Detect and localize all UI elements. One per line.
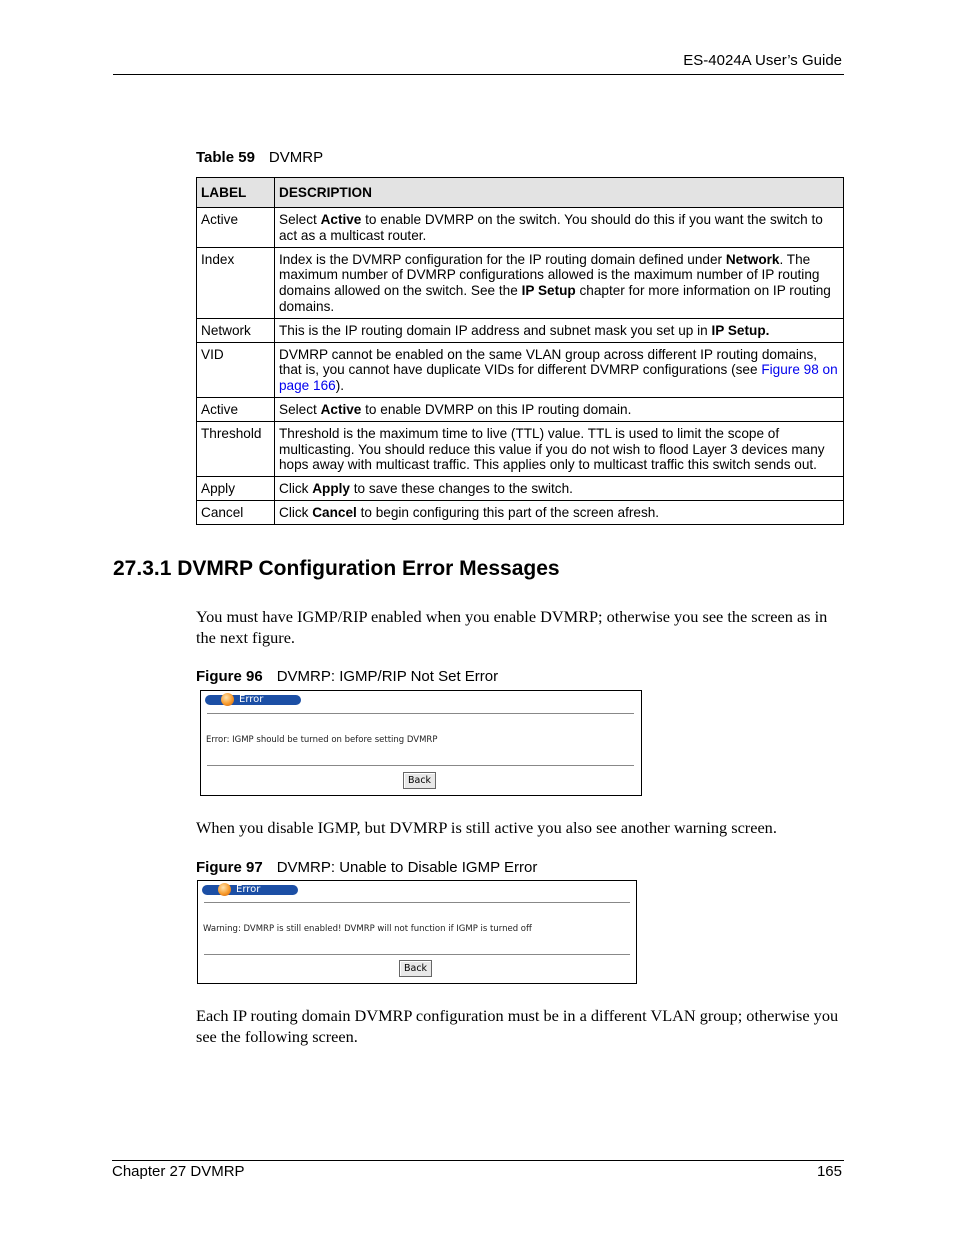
dvmrp-table	[196, 177, 844, 525]
row-label: Active	[197, 397, 275, 421]
row-description	[275, 477, 844, 501]
back-button[interactable]: Back	[403, 772, 436, 789]
description-text: to enable DVMRP on this IP routing domain.	[361, 401, 632, 417]
orange-orb-icon	[221, 693, 234, 706]
warning-paragraph: When you disable IGMP, but DVMRP is still active you also see another warning screen.	[196, 818, 777, 837]
table-row	[197, 247, 844, 318]
description-text: to save these changes to the switch.	[350, 481, 573, 497]
figure-96-number: Figure 96	[196, 668, 263, 685]
table-body	[197, 208, 844, 525]
table-row	[197, 421, 844, 476]
disable-igmp-error-screen	[197, 880, 637, 984]
figure-97-title: DVMRP: Unable to Disable IGMP Error	[276, 859, 538, 876]
row-label: Active	[197, 208, 275, 248]
section-heading: 27.3.1 DVMRP Configuration Error Messages	[113, 557, 560, 580]
igmp-rip-error-screen	[200, 690, 642, 796]
figure-97-number: Figure 97	[196, 859, 263, 876]
bold-term: Apply	[312, 481, 350, 497]
table-row	[197, 342, 844, 397]
column-header-label: LABEL	[197, 178, 275, 208]
error-tab-label: Error	[239, 694, 264, 705]
table-caption-title: DVMRP	[268, 149, 324, 166]
row-description	[275, 342, 844, 397]
table-row	[197, 318, 844, 342]
description-text: This is the IP routing domain IP address and subnet mask you set up in	[279, 322, 712, 338]
row-label: Network	[197, 318, 275, 342]
table-row	[197, 477, 844, 501]
guide-title: ES-4024A User’s Guide	[683, 52, 842, 69]
bold-term: Network	[725, 251, 780, 267]
bold-term: IP Setup.	[711, 322, 770, 338]
description-text: chapter for more information on IP routing domains.	[279, 283, 831, 314]
row-label: Threshold	[197, 421, 275, 476]
divider	[207, 765, 634, 766]
bold-term: IP Setup	[521, 283, 576, 299]
row-label: Index	[197, 247, 275, 318]
back-button[interactable]: Back	[399, 960, 432, 977]
table-header-row	[197, 178, 844, 208]
error-tab	[202, 885, 298, 895]
description-text: . The maximum number of DVMRP configurations allowed is the maximum number of IP routing domains allowed on the switch. See the	[279, 251, 820, 299]
description-text: Select	[279, 401, 321, 417]
figure-96-title: DVMRP: IGMP/RIP Not Set Error	[276, 668, 499, 685]
description-text: Threshold is the maximum time to live (TTL) value. TTL is used to limit the scope of multicasting. You should reduce this value if you do not wish to flood Layer 3 devices many hops away with multicast traffic. This applies only to multicast traffic this switch sends out.	[279, 425, 825, 473]
bold-term: Active	[320, 401, 362, 417]
row-description	[275, 208, 844, 248]
row-description	[275, 247, 844, 318]
orange-orb-icon	[218, 883, 231, 896]
description-text: Index is the DVMRP configuration for the IP routing domain defined under	[279, 251, 726, 267]
table-row	[197, 208, 844, 248]
bold-term: Cancel	[312, 504, 357, 520]
vlan-paragraph: Each IP routing domain DVMRP configuration must be in a different VLAN group; otherwise you see the following screen.	[196, 1006, 839, 1046]
divider	[204, 954, 630, 955]
page-header	[113, 52, 844, 75]
row-label: VID	[197, 342, 275, 397]
table-caption	[196, 149, 323, 166]
row-description	[275, 318, 844, 342]
divider	[204, 902, 630, 903]
divider	[207, 713, 634, 714]
description-text: DVMRP cannot be enabled on the same VLAN group across different IP routing domains, that is, you cannot have duplicate VIDs for different DVMRP configurations (see	[279, 346, 818, 378]
description-text: Click	[279, 481, 313, 497]
row-label: Cancel	[197, 500, 275, 524]
column-header-description: DESCRIPTION	[275, 178, 844, 208]
warning-message: Warning: DVMRP is still enabled! DVMRP will not function if IGMP is turned off	[203, 924, 532, 934]
row-description	[275, 421, 844, 476]
row-description	[275, 500, 844, 524]
footer-page-number: 165	[816, 1163, 842, 1180]
description-text: ).	[335, 378, 345, 394]
page-footer	[112, 1160, 844, 1183]
bold-term: Active	[320, 212, 362, 227]
intro-paragraph: You must have IGMP/RIP enabled when you enable DVMRP; otherwise you see the screen as in the next figure.	[196, 607, 828, 647]
description-text: to enable DVMRP on the switch. You should do this if you want the switch to act as a multicast router.	[279, 212, 823, 243]
figure-97-caption	[196, 859, 537, 876]
footer-chapter: Chapter 27 DVMRP	[112, 1163, 245, 1180]
error-tab	[205, 695, 301, 705]
row-label: Apply	[197, 477, 275, 501]
table-row	[197, 397, 844, 421]
description-text: Select	[279, 212, 321, 227]
error-tab-label: Error	[236, 884, 261, 895]
description-text: Click	[279, 504, 313, 520]
description-text: to begin configuring this part of the screen afresh.	[356, 504, 660, 520]
table-caption-number: Table 59	[196, 149, 255, 166]
figure-96-caption	[196, 668, 498, 685]
error-message: Error: IGMP should be turned on before setting DVMRP	[206, 735, 438, 745]
row-description	[275, 397, 844, 421]
figure-link[interactable]: Figure 98 on page 166	[279, 362, 838, 394]
table-row	[197, 500, 844, 524]
